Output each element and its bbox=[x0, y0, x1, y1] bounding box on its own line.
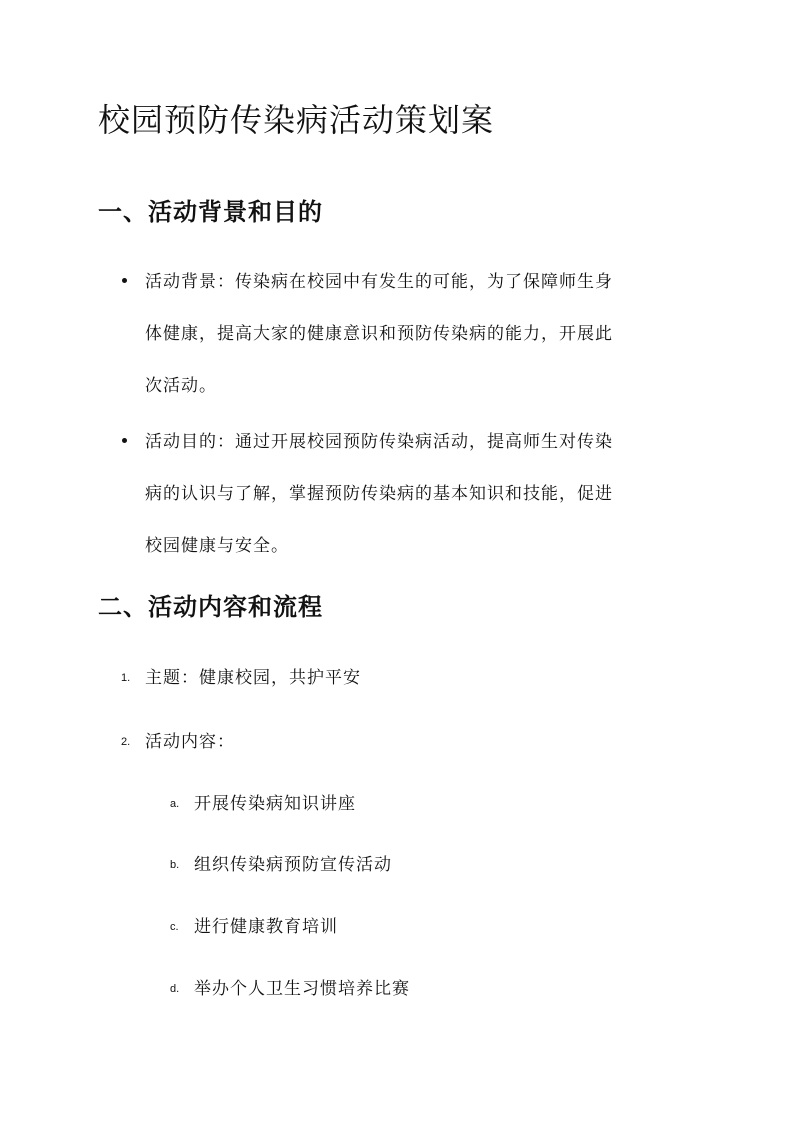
text-line: 体健康，提高大家的健康意识和预防传染病的能力，开展此 bbox=[145, 324, 613, 344]
bullet-dot bbox=[122, 278, 127, 283]
bullet-dot bbox=[122, 438, 127, 443]
list-item-text: 活动内容： bbox=[145, 732, 235, 752]
list-item-text: 开展传染病知识讲座 bbox=[194, 794, 356, 814]
list-item-text: 举办个人卫生习惯培养比赛 bbox=[194, 979, 410, 999]
sub-item-publicity bbox=[170, 852, 392, 878]
document-title: 校园预防传染病活动策划案 bbox=[98, 101, 495, 139]
text-line: 病的认识与了解，掌握预防传染病的基本知识和技能，促进 bbox=[145, 484, 613, 504]
list-marker: 1. bbox=[121, 672, 131, 684]
bullet-item-purpose bbox=[145, 416, 690, 572]
numbered-item-content bbox=[121, 729, 235, 755]
bullet-item-background bbox=[145, 256, 690, 412]
list-item-text: 进行健康教育培训 bbox=[194, 917, 338, 937]
text-line: 活动目的：通过开展校园预防传染病活动，提高师生对传染 bbox=[145, 432, 613, 452]
sub-item-competition bbox=[170, 976, 410, 1002]
section-heading-content: 二、活动内容和流程 bbox=[98, 593, 323, 621]
list-marker: 2. bbox=[121, 736, 131, 748]
list-marker: b. bbox=[170, 859, 180, 871]
sub-item-lecture bbox=[170, 791, 356, 817]
text-line: 校园健康与安全。 bbox=[145, 536, 289, 556]
numbered-item-theme bbox=[121, 665, 361, 691]
text-line: 次活动。 bbox=[145, 376, 217, 396]
sub-item-training bbox=[170, 914, 338, 940]
list-marker: d. bbox=[170, 983, 180, 995]
list-marker: c. bbox=[170, 921, 179, 933]
section-heading-background: 一、活动背景和目的 bbox=[98, 198, 323, 226]
list-item-text: 组织传染病预防宣传活动 bbox=[194, 855, 392, 875]
list-item-text: 主题：健康校园，共护平安 bbox=[145, 668, 361, 688]
text-line: 活动背景：传染病在校园中有发生的可能，为了保障师生身 bbox=[145, 272, 613, 292]
list-marker: a. bbox=[170, 798, 180, 810]
